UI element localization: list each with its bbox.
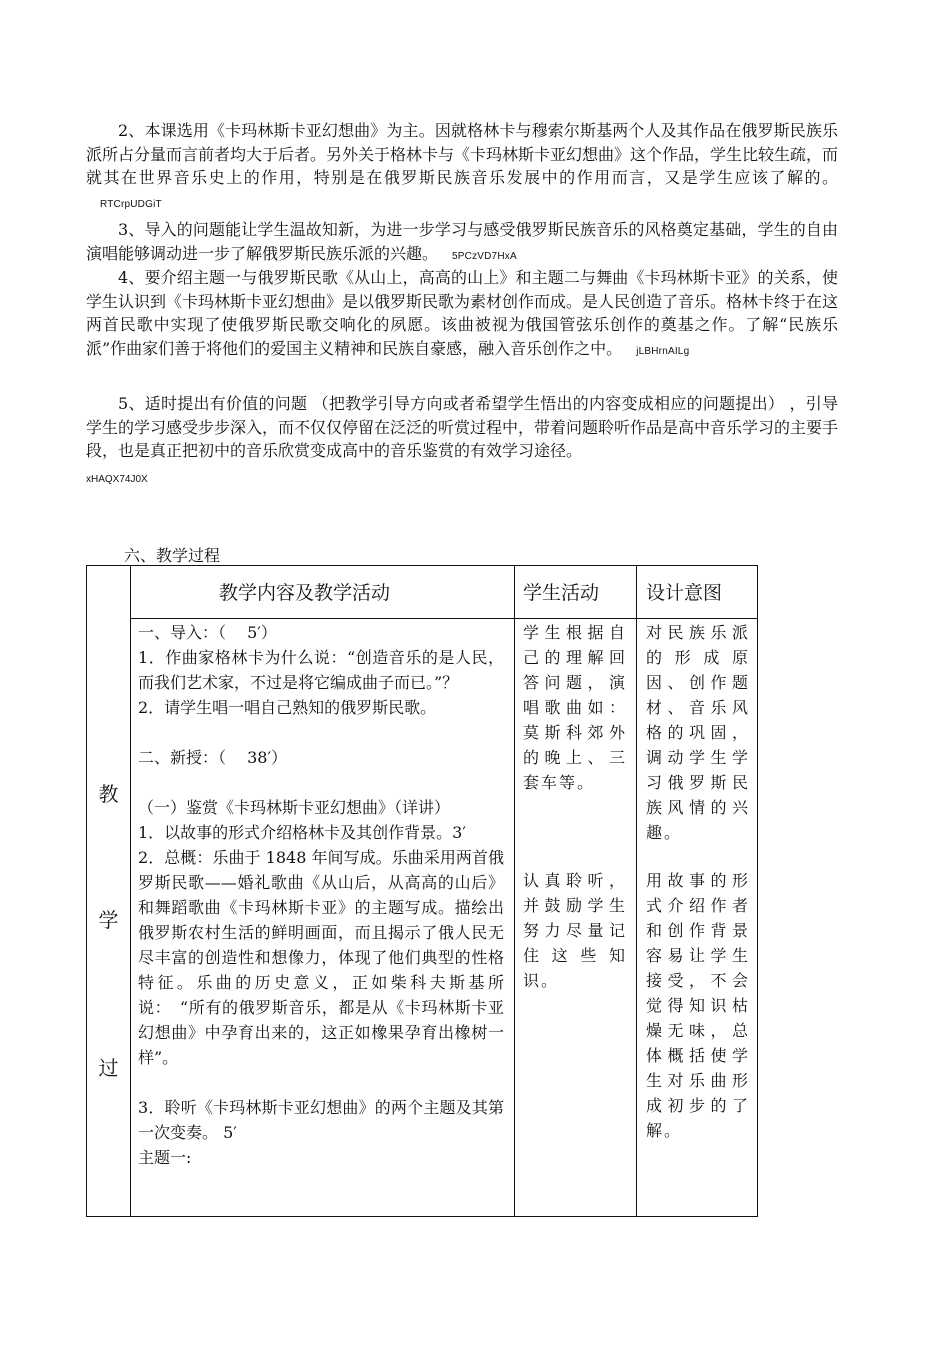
- content-cell: 一、导入：（ 5′） 1．作曲家格林卡为什么说：“创造音乐的是人民，而我们艺术家，不过是将它编成曲子而已。”？ 2．请学生唱一唱自己熟知的俄罗斯民歌。 二、新授：（ 38′） （一）鉴赏《卡玛林斯卡亚幻想曲》（详讲） 1．以故事的形式介绍格林卡及其创作背景。3′ 2．总概：乐曲于 1848 年间写成。乐曲采用两首俄罗斯民歌——婚礼歌曲《从山后，从高高的山后》和舞蹈歌曲《卡玛林斯卡亚》的主题写成。描绘出俄罗斯农村生活的鲜明画面，而且揭示了俄人民无尽丰富的创造性和想像力，体现了他们典型的性格特征。乐曲的历史意义，正如柴科夫斯基所说： “所有的俄罗斯音乐，都是从《卡玛林斯卡亚幻想曲》中孕育出来的，这正如橡果孕育出橡树一样”。 3．聆听《卡玛林斯卡亚幻想曲》的两个主题及其第一次变奏。 5′ 主题一:: [138, 623, 504, 1167]
- header-content: 教学内容及教学活动: [219, 582, 391, 604]
- student-activity-1: 学生根据自己的理解回答问题，演唱歌曲如：莫斯科郊外的晚上、三套车等。: [523, 623, 627, 792]
- side-label-char: 教: [98, 782, 119, 806]
- design-intent-2: 用故事的形式介绍作者和创作背景容易让学生接受，不会觉得知识枯燥无味，总体概括使学生对乐曲形成初步的了解。: [646, 871, 750, 1140]
- section-title: 六、教学过程: [124, 546, 221, 565]
- design-intent-1: 对民族乐派的形成原因、创作题材、音乐风格的巩固，调动学生学习俄罗斯民族风情的兴趣。: [646, 623, 750, 842]
- paragraph-3: 3、导入的问题能让学生温故知新，为进一步学习与感受俄罗斯民族音乐的风格奠定基础，学生的自由演唱能够调动进一步了解俄罗斯民族乐派的兴趣。 5PCzVD7HxA: [86, 220, 838, 263]
- doc-code: 5PCzVD7HxA: [452, 250, 517, 262]
- header-intent: 设计意图: [646, 582, 723, 604]
- trailing-code: xHAQX74J0X: [86, 474, 148, 485]
- paragraph-2: 2、本课选用《卡玛林斯卡亚幻想曲》为主。因就格林卡与穆索尔斯基两个人及其作品在俄罗斯民族乐派所占分量而言前者均大于后者。另外关于格林卡与《卡玛林斯卡亚幻想曲》这个作品，学生比较生疏，而就其在世界音乐史上的作用，特别是在俄罗斯民族音乐发展中的作用而言，又是学生应该了解的。RTCrpUDGiT: [86, 121, 839, 210]
- side-label-char: 过: [98, 1056, 119, 1080]
- teaching-process-table: [86, 565, 758, 1217]
- student-activity-2: 认真聆听，并鼓励学生努力尽量记住这些知识。: [523, 871, 627, 990]
- side-label-char: 学: [98, 908, 119, 932]
- header-student: 学生活动: [523, 582, 600, 604]
- paragraph-5: 5、适时提出有价值的问题 （把教学引导方向或者希望学生悟出的内容变成相应的问题提出） ，引导学生的学习感受步步深入，而不仅仅停留在泛泛的听赏过程中，带着问题聆听作品是高中音乐学习的主要手段，也是真正把初中的音乐欣赏变成高中的音乐鉴赏的有效学习途径。: [86, 394, 839, 460]
- doc-code: jLBHrnAILg: [636, 345, 690, 357]
- paragraph-4: 4、要介绍主题一与俄罗斯民歌《从山上，高高的山上》和主题二与舞曲《卡玛林斯卡亚》的关系，使学生认识到《卡玛林斯卡亚幻想曲》是以俄罗斯民歌为素材创作而成。是人民创造了音乐。格林卡终于在这两首民歌中实现了使俄罗斯民歌交响化的夙愿。该曲被视为俄国管弦乐创作的奠基之作。了解“民族乐派”作曲家们善于将他们的爱国主义精神和民族自豪感，融入音乐创作之中。 jLBHrnAILg: [86, 268, 839, 358]
- doc-code: RTCrpUDGiT: [100, 198, 162, 210]
